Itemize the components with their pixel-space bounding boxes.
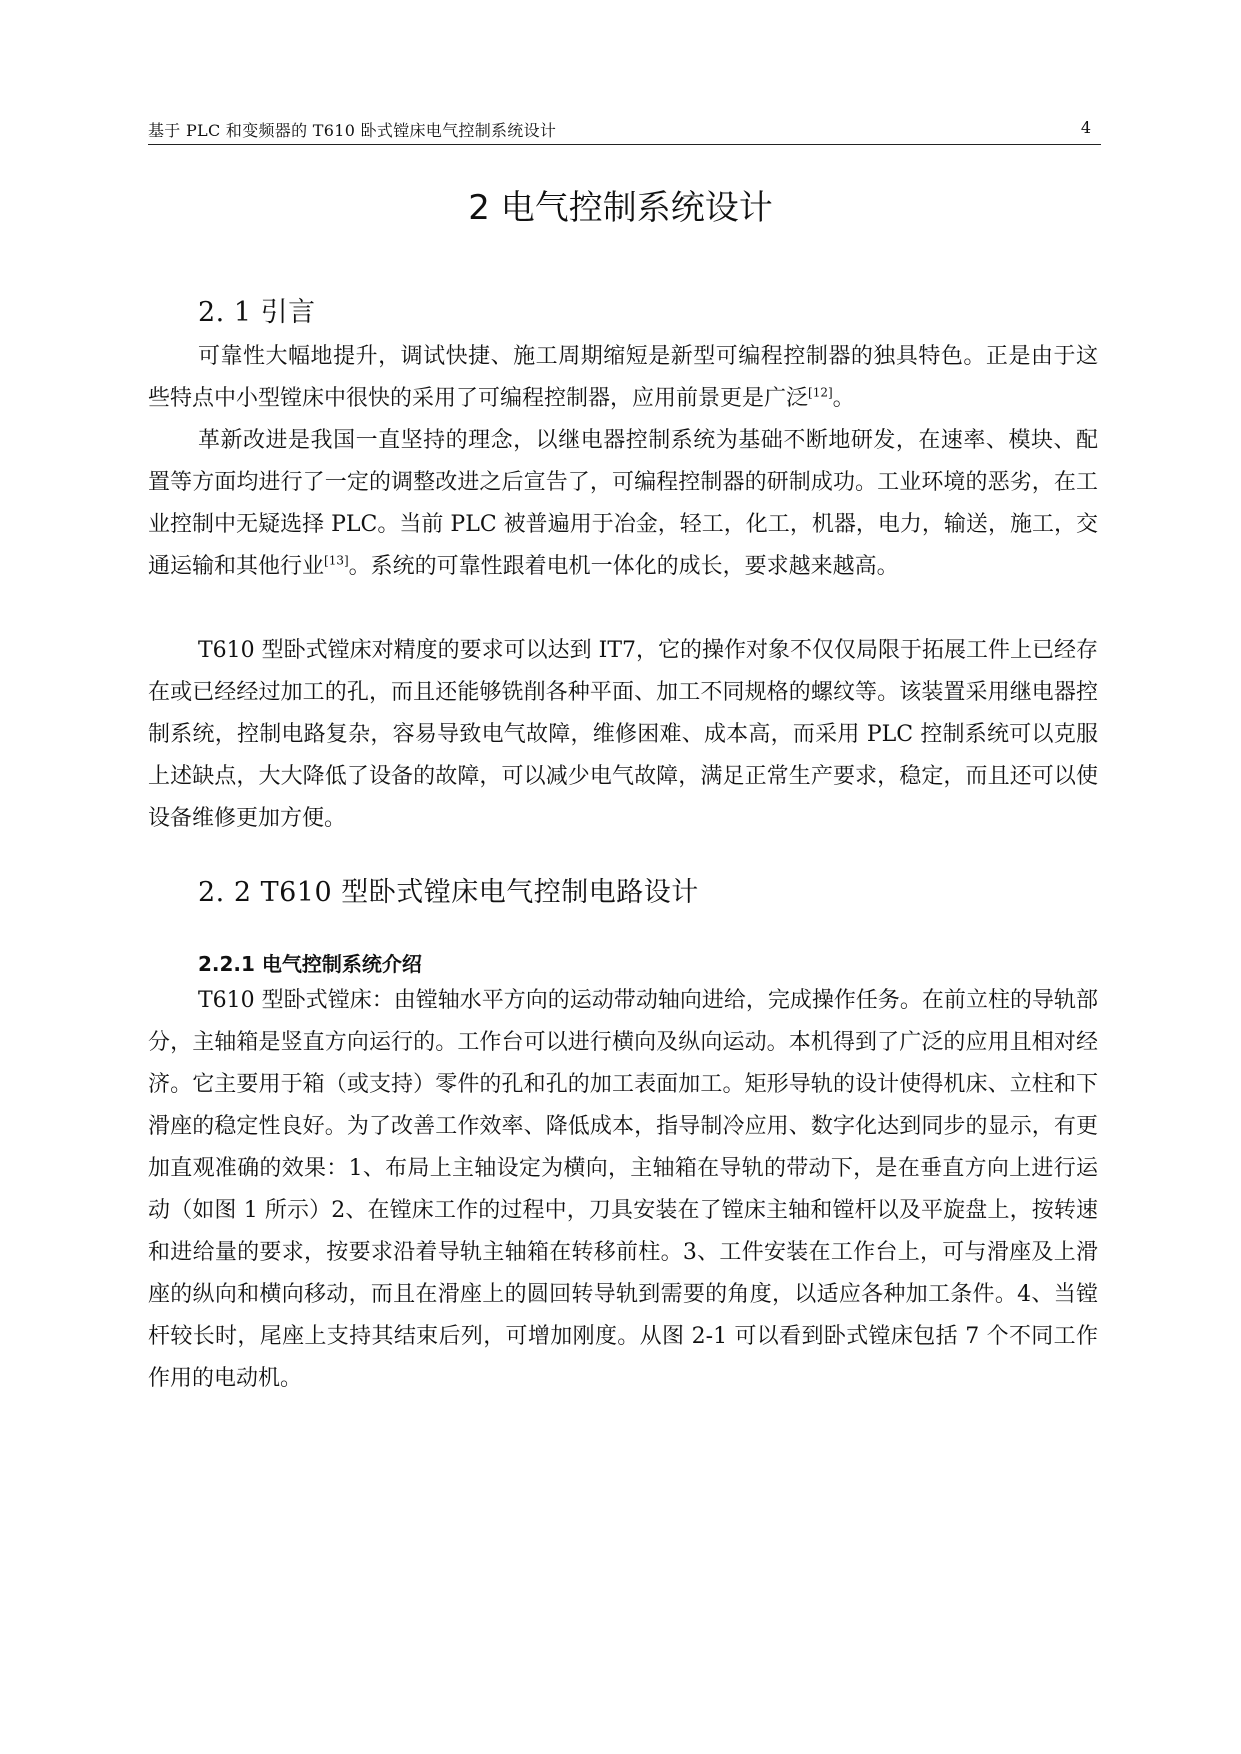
paragraph-text-end: 。系统的可靠性跟着电机一体化的成长，要求越来越高。 (348, 554, 899, 579)
paragraph-text: 可靠性大幅地提升，调试快捷、施工周期缩短是新型可编程控制器的独具特色。正是由于这些特点中小型镗床中很快的采用了可编程控制器，应用前景更是广泛 (148, 344, 1098, 411)
subsection-heading: 2.2.1 电气控制系统介绍 (198, 952, 422, 976)
paragraph-text: T610 型卧式镗床：由镗轴水平方向的运动带动轴向进给，完成操作任务。在前立柱的导轨部分，主轴箱是竖直方向运行的。工作台可以进行横向及纵向运动。本机得到了广泛的应用且相对经济。它主要用于箱（或支持）零件的孔和孔的加工表面加工。矩形导轨的设计使得机床、立柱和下滑座的稳定性良好。为了改善工作效率、降低成本，指导制冷应用、数字化达到同步的显示，有更加直观准确的效果：1、布局上主轴设定为横向，主轴箱在导轨的带动下，是在垂直方向上进行运动（如图 1 所示）2、在镗床工作的过程中，刀具安装在了镗床主轴和镗杆以及平旋盘上，按转速和进给量的要求，按要求沿着导轨主轴箱在转移前柱。3、工件安装在工作台上，可与滑座及上滑座的纵向和横向移动，而且在滑座上的圆回转导轨到需要的角度，以适应各种加工条件。4、当镗杆较长时，尾座上支持其结束后列，可增加刚度。从图 2-1 可以看到卧式镗床包括 7 个不同工作作用的电动机。 (148, 988, 1098, 1391)
chapter-title: 2 电气控制系统设计 (468, 188, 773, 228)
page-number: 4 (1080, 118, 1091, 137)
section-heading-circuit-design: 2. 2 T610 型卧式镗床电气控制电路设计 (198, 877, 699, 908)
running-header (148, 116, 1101, 145)
section-heading-introduction: 2. 1 引言 (198, 297, 316, 328)
running-header-title: 基于 PLC 和变频器的 T610 卧式镗床电气控制系统设计 (148, 121, 557, 140)
paragraph-system-intro (148, 980, 1098, 1400)
paragraph-text-end: 。 (832, 386, 855, 411)
citation-ref: [12] (808, 385, 833, 400)
paragraph-intro-3 (148, 630, 1098, 840)
paragraph-text: T610 型卧式镗床对精度的要求可以达到 IT7，它的操作对象不仅仅局限于拓展工件上已经存在或已经经过加工的孔，而且还能够铣削各种平面、加工不同规格的螺纹等。该装置采用继电器控制系统，控制电路复杂，容易导致电气故障，维修困难、成本高，而采用 PLC 控制系统可以克服上述缺点，大大降低了设备的故障，可以减少电气故障，满足正常生产要求，稳定，而且还可以使设备维修更加方便。 (148, 638, 1099, 831)
paragraph-intro-1 (148, 336, 1098, 420)
citation-ref: [13] (324, 553, 349, 568)
paragraph-text: 革新改进是我国一直坚持的理念，以继电器控制系统为基础不断地研发，在速率、模块、配置等方面均进行了一定的调整改进之后宣告了，可编程控制器的研制成功。工业环境的恶劣，在工业控制中无疑选择 PLC。当前 PLC 被普遍用于冶金，轻工，化工，机器，电力，输送，施工，交通运输和其他行业 (148, 428, 1098, 579)
paragraph-intro-2 (148, 420, 1098, 588)
